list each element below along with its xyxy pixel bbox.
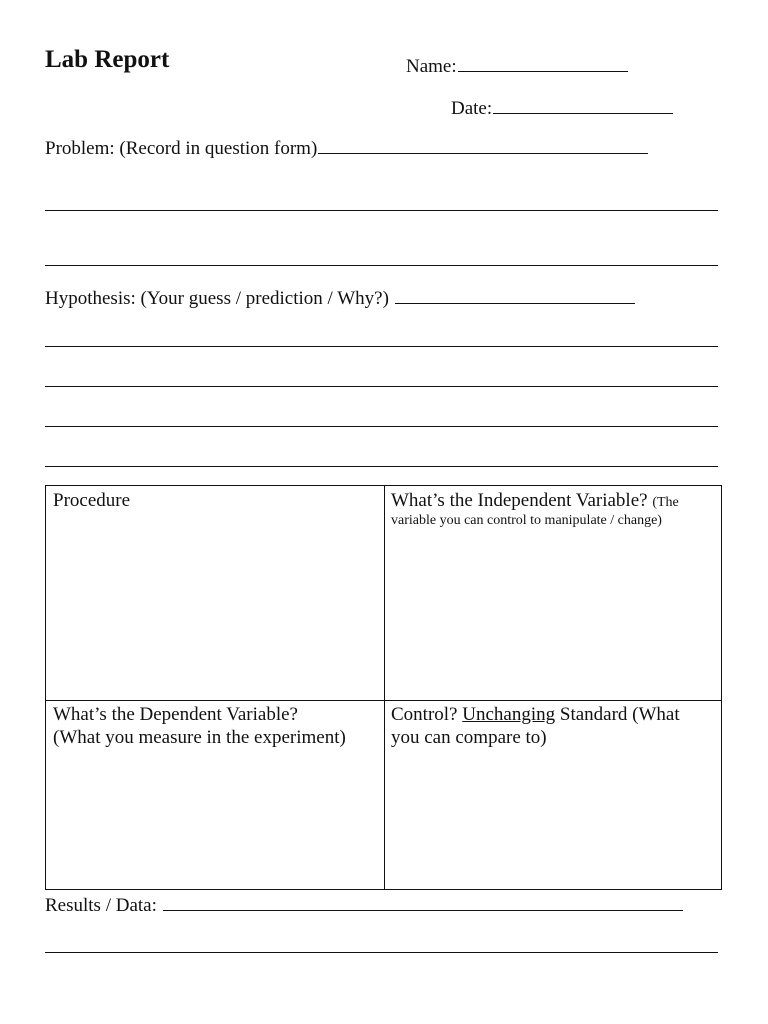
problem-answer-line-2[interactable]: [45, 265, 718, 266]
table-horizontal-divider: [46, 700, 721, 701]
control-heading-underlined: Unchanging: [462, 704, 556, 725]
hypothesis-answer-line-2[interactable]: [45, 386, 718, 387]
problem-answer-line-1[interactable]: [45, 210, 718, 211]
independent-variable-note: variable you can control to manipulate / change): [391, 513, 662, 528]
hypothesis-field[interactable]: [45, 286, 635, 310]
hypothesis-answer-line-4[interactable]: [45, 466, 718, 467]
date-label: Date:: [451, 98, 493, 119]
results-field[interactable]: [45, 893, 683, 917]
hypothesis-answer-line-3[interactable]: [45, 426, 718, 427]
date-field[interactable]: [451, 96, 673, 120]
date-blank-line[interactable]: [493, 96, 673, 114]
procedure-heading: Procedure: [53, 490, 131, 511]
results-label: Results / Data:: [45, 895, 157, 916]
results-answer-line-1[interactable]: [45, 952, 718, 953]
independent-variable-cell[interactable]: [391, 489, 719, 694]
page-title: Lab Report: [45, 46, 170, 73]
results-blank-line[interactable]: [163, 893, 683, 911]
problem-label: Problem: (Record in question form): [45, 138, 318, 159]
problem-blank-line[interactable]: [318, 136, 648, 154]
table-vertical-divider: [384, 486, 385, 889]
dependent-variable-note: (What you measure in the experiment): [53, 727, 346, 748]
name-label: Name:: [406, 56, 457, 77]
independent-variable-heading: What’s the Independent Variable?: [391, 490, 648, 511]
procedure-cell[interactable]: [53, 489, 373, 694]
hypothesis-answer-line-1[interactable]: [45, 346, 718, 347]
experiment-table: [45, 485, 722, 890]
control-note: you can compare to): [391, 727, 547, 748]
hypothesis-blank-line[interactable]: [395, 286, 635, 304]
control-heading-prefix: Control?: [391, 704, 458, 725]
control-heading-suffix: Standard (What: [559, 704, 680, 725]
problem-field[interactable]: [45, 136, 648, 160]
name-field[interactable]: [406, 54, 628, 78]
dependent-variable-cell[interactable]: [53, 703, 378, 883]
independent-variable-note-open: (The: [652, 495, 679, 510]
name-blank-line[interactable]: [458, 54, 628, 72]
dependent-variable-heading: What’s the Dependent Variable?: [53, 704, 298, 725]
control-cell[interactable]: [391, 703, 719, 883]
hypothesis-label: Hypothesis: (Your guess / prediction / Why?): [45, 288, 389, 309]
